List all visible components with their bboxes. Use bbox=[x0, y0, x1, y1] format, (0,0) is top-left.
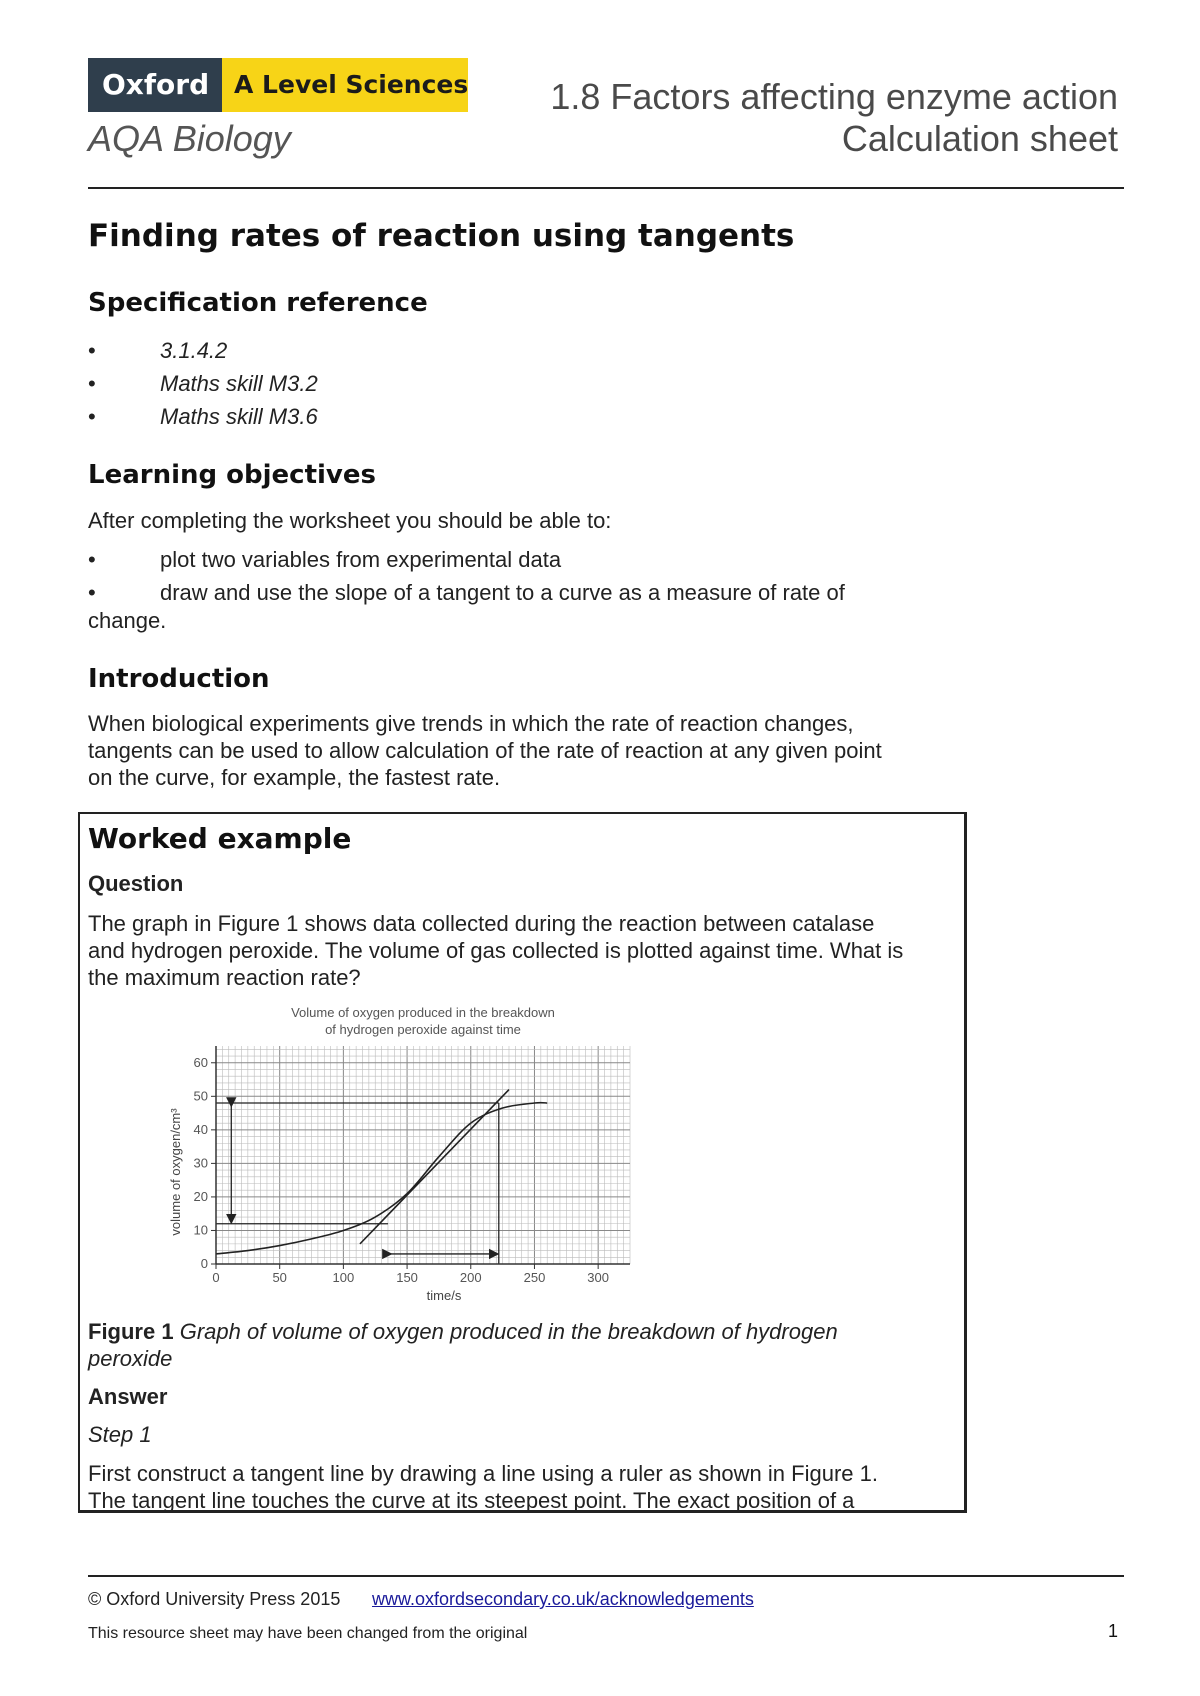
page-number: 1 bbox=[1107, 1621, 1118, 1641]
y-tick-label: 30 bbox=[193, 1155, 208, 1171]
step-line: The tangent line touches the curve at its steepest point. The exact position of a bbox=[88, 1488, 855, 1513]
brand-oxford: Oxford bbox=[88, 58, 222, 112]
y-tick-label: 20 bbox=[193, 1188, 208, 1204]
copyright: © Oxford University Press 2015 bbox=[88, 1589, 341, 1609]
y-tick-label: 60 bbox=[193, 1054, 208, 1070]
subject-title: AQA Biology bbox=[88, 118, 291, 159]
introduction-heading: Introduction bbox=[88, 664, 270, 694]
x-tick-label: 150 bbox=[396, 1270, 418, 1285]
introduction-line: on the curve, for example, the fastest rate. bbox=[88, 765, 501, 790]
spec-heading: Specification reference bbox=[88, 288, 428, 318]
x-tick-label: 250 bbox=[523, 1270, 546, 1285]
question-label: Question bbox=[88, 871, 184, 896]
chart-title-line2: of hydrogen peroxide against time bbox=[325, 1022, 521, 1037]
introduction-line: When biological experiments give trends in which the rate of reaction changes, bbox=[88, 711, 854, 736]
question-line: and hydrogen peroxide. The volume of gas collected is plotted against time. What is bbox=[88, 938, 904, 963]
y-tick-label: 40 bbox=[193, 1121, 208, 1137]
introduction-line: tangents can be used to allow calculation of the rate of reaction at any given point bbox=[88, 738, 882, 763]
oxygen-volume-chart bbox=[160, 1000, 660, 1310]
x-tick-label: 50 bbox=[272, 1270, 287, 1285]
page-title: 1.8 Factors affecting enzyme action bbox=[550, 76, 1118, 117]
footer-divider bbox=[88, 1575, 1124, 1577]
x-tick-label: 200 bbox=[459, 1270, 482, 1285]
brand-logo bbox=[88, 58, 468, 112]
x-tick-label: 100 bbox=[332, 1270, 355, 1285]
worked-example-heading: Worked example bbox=[88, 822, 352, 855]
chart-ylabel: volume of oxygen/cm³ bbox=[168, 1108, 183, 1236]
x-tick-label: 300 bbox=[587, 1270, 610, 1285]
figure-label: Figure 1 bbox=[88, 1319, 174, 1344]
answer-label: Answer bbox=[88, 1384, 168, 1409]
objectives-heading: Learning objectives bbox=[88, 460, 376, 490]
header-divider bbox=[88, 187, 1124, 189]
step-line: First construct a tangent line by drawing a line using a ruler as shown in Figure 1. bbox=[88, 1461, 878, 1486]
chart-title-line1: Volume of oxygen produced in the breakdown bbox=[291, 1005, 555, 1020]
brand-series: A Level Sciences bbox=[222, 58, 468, 112]
chart-xlabel: time/s bbox=[426, 1288, 462, 1303]
question-line: The graph in Figure 1 shows data collected during the reaction between catalase bbox=[88, 911, 875, 936]
page-subtitle: Calculation sheet bbox=[841, 118, 1118, 159]
x-tick-label: 0 bbox=[212, 1270, 220, 1285]
objective-item-continuation: change. bbox=[88, 608, 167, 633]
figure-caption: Graph of volume of oxygen produced in the breakdown of hydrogen bbox=[179, 1319, 838, 1344]
main-heading: Finding rates of reaction using tangents bbox=[88, 218, 795, 254]
y-tick-label: 10 bbox=[193, 1222, 208, 1238]
step-label: Step 1 bbox=[88, 1422, 152, 1447]
objectives-intro: After completing the worksheet you should be able to: bbox=[88, 508, 612, 533]
figure-caption-line2: peroxide bbox=[88, 1346, 173, 1371]
disclaimer: This resource sheet may have been changed from the original bbox=[88, 1625, 528, 1642]
acknowledgements-link[interactable]: www.oxfordsecondary.co.uk/acknowledgements bbox=[372, 1589, 754, 1609]
question-line: the maximum reaction rate? bbox=[88, 965, 361, 990]
y-tick-label: 0 bbox=[200, 1256, 208, 1271]
figure-caption-line bbox=[88, 1318, 838, 1345]
y-tick-label: 50 bbox=[193, 1088, 208, 1104]
tangent-line bbox=[360, 1090, 509, 1244]
